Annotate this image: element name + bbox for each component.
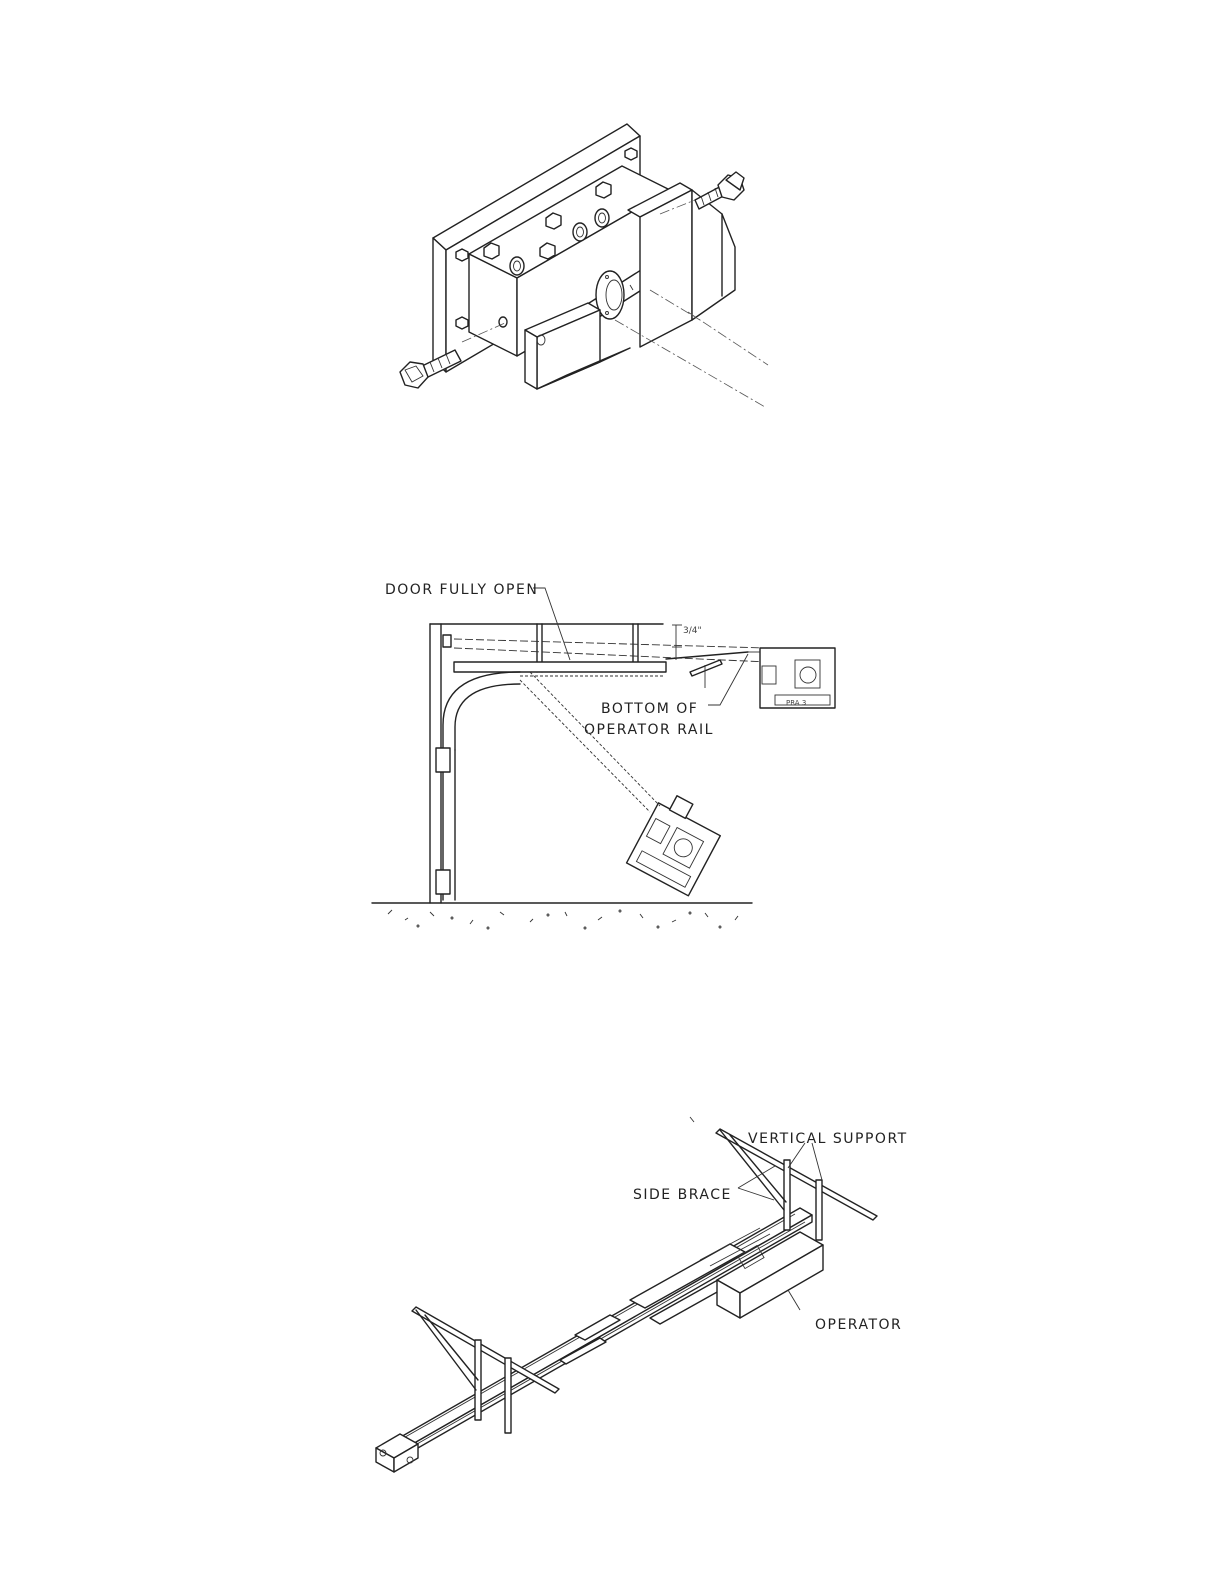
door-fully-open-label: DOOR FULLY OPEN <box>385 582 539 598</box>
vertical-support-label: VERTICAL SUPPORT <box>748 1131 908 1147</box>
bottom-of-label: BOTTOM OF <box>601 701 699 717</box>
side-brace-label: SIDE BRACE <box>633 1187 732 1203</box>
rail-end-block <box>376 1434 418 1472</box>
operator-rail-label: OPERATOR RAIL <box>584 722 714 738</box>
dimension-label: 3/4" <box>683 626 702 636</box>
svg-text:PRA 3: PRA 3 <box>786 699 807 707</box>
operator-label: OPERATOR <box>815 1317 903 1333</box>
